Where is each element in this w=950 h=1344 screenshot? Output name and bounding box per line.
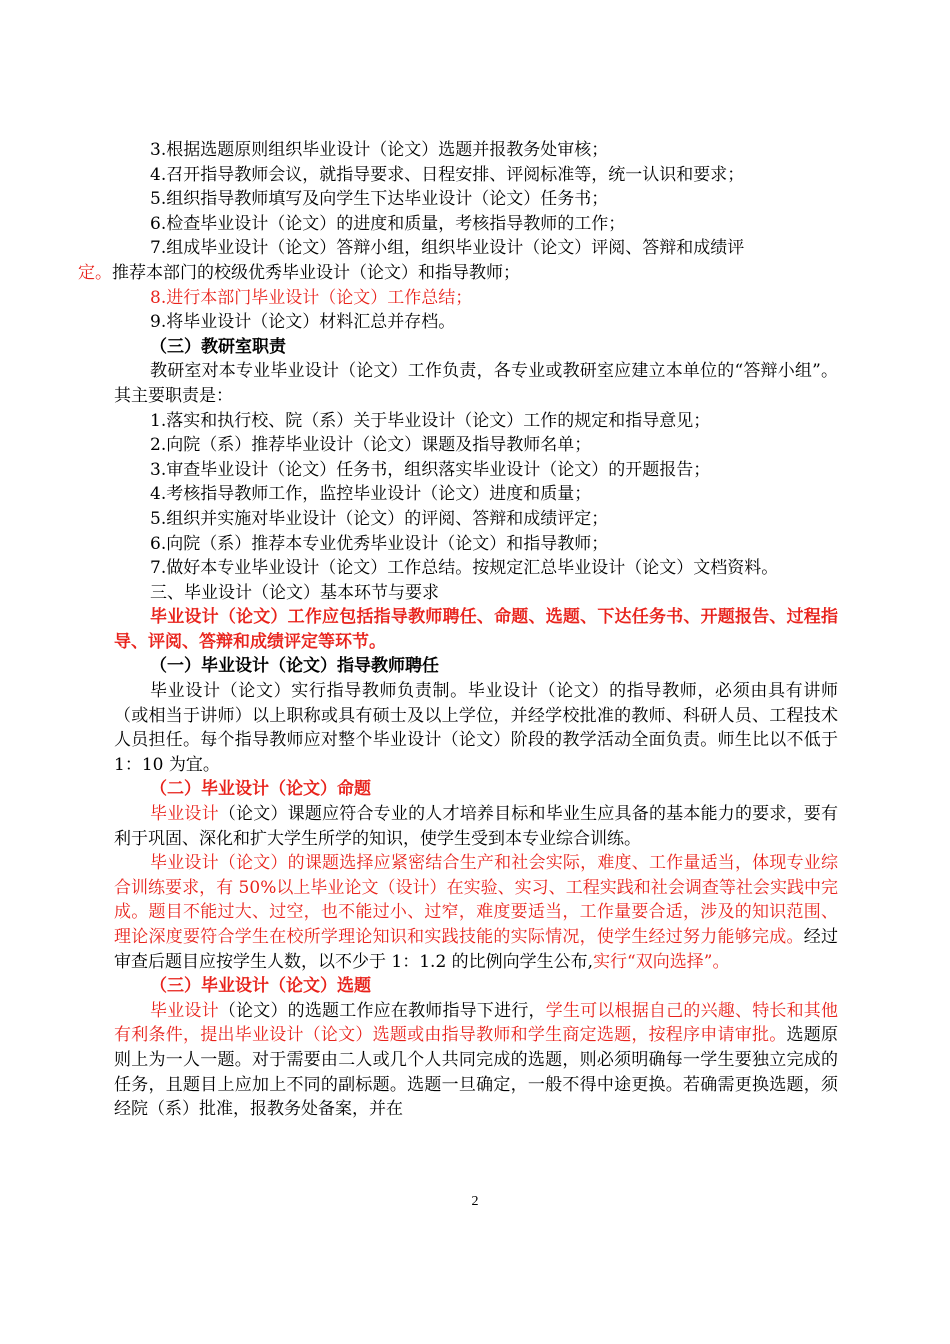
duty-item-7: 7.组成毕业设计（论文）答辩小组，组织毕业设计（论文）评阅、答辩和成绩评 定。推荐本部门的校级优秀毕业设计（论文）和指导教师； <box>78 238 745 283</box>
office-item-3: 3.审查毕业设计（论文）任务书，组织落实毕业设计（论文）的开题报告； <box>150 459 711 480</box>
office-item-4: 4.考核指导教师工作，监控毕业设计（论文）进度和质量； <box>150 484 592 505</box>
topic-proposal-paragraph-2: 毕业设计（论文）的课题选择应紧密结合生产和社会实际，难度、工作量适当，体现专业综合训练要求，有 50%以上毕业论文（设计）在实验、实习、工程实践和社会调查等社会实践中完成。题目不能过大、过空，也不能过小、过窄，难度要适当，工作量要合适，涉及的知识范围、理论深度要符合学生在校所学理论知识和实践技能的实际情况，使学生经过努力能够完成。经过审查后题目应按学生人数，以不少于 1：1.2 的比例向学生公布,实行“双向选择”。 <box>114 853 839 972</box>
topic-proposal-paragraph-1: 毕业设计（论文）课题应符合专业的人才培养目标和毕业生应具备的基本能力的要求，要有利于巩固、深化和扩大学生所学的知识，使学生受到本专业综合训练。 <box>114 804 839 849</box>
advisor-paragraph: 毕业设计（论文）实行指导教师负责制。毕业设计（论文）的指导教师，必须由具有讲师（或相当于讲师）以上职称或具有硕士及以上学位，并经学校批准的教师、科研人员、工程技术人员担任。每个指导教师应对整个毕业设计（论文）阶段的教学活动全面负责。师生比以不低于 1：10 为宜。 <box>114 681 838 775</box>
duty-item-9: 9.将毕业设计（论文）材料汇总并存档。 <box>150 312 456 333</box>
duty-item-6: 6.检查毕业设计（论文）的进度和质量，考核指导教师的工作； <box>150 213 626 234</box>
duty-item-8: 8.进行本部门毕业设计（论文）工作总结； <box>150 287 473 308</box>
duty-item-5: 5.组织指导教师填写及向学生下达毕业设计（论文）任务书； <box>150 189 609 210</box>
page-number: 2 <box>471 1194 479 1209</box>
duty-item-3: 3.根据选题原则组织毕业设计（论文）选题并报教务处审核； <box>150 140 609 160</box>
section-title-teaching-office: （三）教研室职责 <box>150 336 286 357</box>
office-item-1: 1.落实和执行校、院（系）关于毕业设计（论文）工作的规定和指导意见； <box>150 410 711 431</box>
subsection-title-topic-proposal: （二）毕业设计（论文）命题 <box>150 779 371 800</box>
office-item-5: 5.组织并实施对毕业设计（论文）的评阅、答辩和成绩评定； <box>150 508 609 529</box>
part-summary: 毕业设计（论文）工作应包括指导教师聘任、命题、选题、下达任务书、开题报告、过程指导、评阅、答辩和成绩评定等环节。 <box>114 607 838 652</box>
office-item-2: 2.向院（系）推荐毕业设计（论文）课题及指导教师名单； <box>150 435 592 456</box>
office-item-7: 7.做好本专业毕业设计（论文）工作总结。按规定汇总毕业设计（论文）文档资料。 <box>150 558 779 579</box>
part-title: 三、毕业设计（论文）基本环节与要求 <box>150 582 439 603</box>
section-intro-teaching-office: 教研室对本专业毕业设计（论文）工作负责，各专业或教研室应建立本单位的“答辩小组”。其主要职责是： <box>114 361 838 406</box>
page-content <box>78 138 839 1122</box>
duty-item-4: 4.召开指导教师会议，就指导要求、日程安排、评阅标准等，统一认识和要求； <box>150 164 745 185</box>
office-item-6: 6.向院（系）推荐本专业优秀毕业设计（论文）和指导教师； <box>150 533 609 554</box>
topic-selection-paragraph: 毕业设计（论文）的选题工作应在教师指导下进行，学生可以根据自己的兴趣、特长和其他有利条件，提出毕业设计（论文）选题或由指导教师和学生商定选题，按程序申请审批。选题原则上为一人一题。对于需要由二人或几个人共同完成的选题，则必须明确每一学生要独立完成的任务，且题目上应加上不同的副标题。选题一旦确定，一般不得中途更换。若确需更换选题，须经院（系）批准，报教务处备案，并在 <box>114 1000 839 1120</box>
subsection-title-topic-selection: （三）毕业设计（论文）选题 <box>150 976 371 997</box>
subsection-title-advisor: （一）毕业设计（论文）指导教师聘任 <box>150 656 439 677</box>
